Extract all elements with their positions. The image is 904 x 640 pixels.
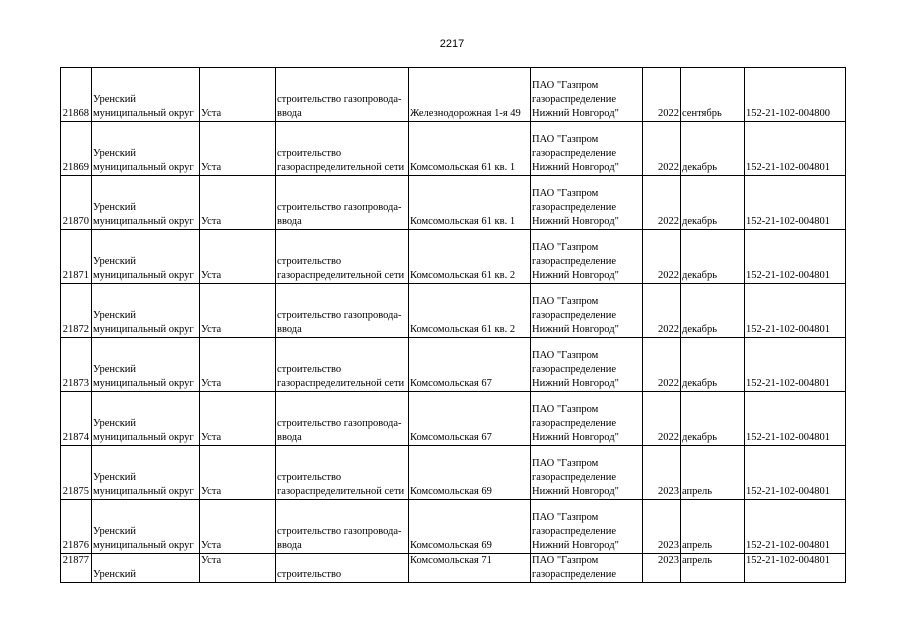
organization-line: ПАО "Газпром: [532, 555, 599, 566]
locality-cell: Уста: [200, 446, 276, 500]
table-row: [61, 338, 846, 392]
organization-cell: ПАО "Газпром газораспределение Нижний Новгород": [531, 284, 643, 338]
address-cell: Комсомольская 61 кв. 2: [409, 230, 531, 284]
year-cell: 2023: [643, 500, 681, 554]
work-type-cell: строительство газораспределительной сети: [276, 230, 409, 284]
code-cell: 152-21-102-004801: [745, 284, 846, 338]
year-cell: 2022: [643, 284, 681, 338]
locality-cell: Уста: [200, 230, 276, 284]
table-row-partial: [61, 554, 846, 583]
district-cell: Уренский муниципальный округ: [92, 446, 200, 500]
row-number: 21869: [61, 122, 92, 176]
month-cell: апрель: [681, 446, 745, 500]
row-number: 21870: [61, 176, 92, 230]
district-text: Уренский: [93, 569, 137, 580]
locality-cell: Уста: [200, 122, 276, 176]
locality-cell: Уста: [200, 500, 276, 554]
district-cell: Уренский муниципальный округ: [92, 338, 200, 392]
organization-cell: ПАО "Газпром газораспределение Нижний Новгород": [531, 446, 643, 500]
organization-cell: ПАО "Газпром газораспределение Нижний Новгород": [531, 500, 643, 554]
year-cell: 2023: [643, 554, 681, 583]
work-type-cell: строительство газопровода-ввода: [276, 392, 409, 446]
month-cell: декабрь: [681, 230, 745, 284]
code-cell: 152-21-102-004801: [745, 446, 846, 500]
locality-cell: Уста: [200, 176, 276, 230]
locality-cell: Уста: [200, 68, 276, 122]
month-cell: декабрь: [681, 284, 745, 338]
month-cell: декабрь: [681, 122, 745, 176]
organization-cell: ПАО "Газпром газораспределение Нижний Новгород": [531, 392, 643, 446]
table-row: [61, 284, 846, 338]
district-cell: Уренский муниципальный округ: [92, 230, 200, 284]
year-cell: 2022: [643, 392, 681, 446]
district-cell: Уренский муниципальный округ: [92, 176, 200, 230]
code-cell: 152-21-102-004801: [745, 176, 846, 230]
address-cell: Комсомольская 71: [409, 554, 531, 583]
organization-line: газораспределение: [532, 569, 617, 580]
row-number: 21876: [61, 500, 92, 554]
row-number: 21868: [61, 68, 92, 122]
work-type-cell: строительство газораспределительной сети: [276, 446, 409, 500]
year-cell: 2023: [643, 446, 681, 500]
month-cell: декабрь: [681, 392, 745, 446]
address-cell: Комсомольская 61 кв. 1: [409, 176, 531, 230]
table-row: [61, 176, 846, 230]
code-cell: 152-21-102-004800: [745, 68, 846, 122]
address-cell: Комсомольская 69: [409, 446, 531, 500]
month-cell: апрель: [681, 554, 745, 583]
locality-cell: Уста: [200, 392, 276, 446]
table-row: [61, 392, 846, 446]
address-cell: Комсомольская 61 кв. 2: [409, 284, 531, 338]
table-row: [61, 68, 846, 122]
work-type-cell: [276, 554, 409, 583]
district-cell: Уренский муниципальный округ: [92, 500, 200, 554]
work-type-text: строительство: [277, 569, 342, 580]
address-cell: Комсомольская 69: [409, 500, 531, 554]
organization-cell: ПАО "Газпром газораспределение Нижний Новгород": [531, 338, 643, 392]
row-number: 21874: [61, 392, 92, 446]
work-type-cell: строительство газопровода-ввода: [276, 284, 409, 338]
table-row: [61, 122, 846, 176]
code-cell: 152-21-102-004801: [745, 230, 846, 284]
table-body: [61, 68, 846, 583]
district-cell: Уренский муниципальный округ: [92, 392, 200, 446]
district-cell: Уренский муниципальный округ: [92, 122, 200, 176]
locality-cell: Уста: [200, 338, 276, 392]
table-row: [61, 500, 846, 554]
code-cell: 152-21-102-004801: [745, 500, 846, 554]
work-type-cell: строительство газораспределительной сети: [276, 122, 409, 176]
organization-cell: [531, 554, 643, 583]
locality-cell: Уста: [200, 284, 276, 338]
month-cell: апрель: [681, 500, 745, 554]
organization-cell: ПАО "Газпром газораспределение Нижний Новгород": [531, 68, 643, 122]
address-cell: Комсомольская 67: [409, 392, 531, 446]
month-cell: декабрь: [681, 176, 745, 230]
row-number: 21872: [61, 284, 92, 338]
address-cell: Комсомольская 61 кв. 1: [409, 122, 531, 176]
work-type-cell: строительство газораспределительной сети: [276, 338, 409, 392]
row-number: 21875: [61, 446, 92, 500]
code-cell: 152-21-102-004801: [745, 554, 846, 583]
year-cell: 2022: [643, 68, 681, 122]
row-number: 21873: [61, 338, 92, 392]
month-cell: сентябрь: [681, 68, 745, 122]
year-cell: 2022: [643, 230, 681, 284]
organization-cell: ПАО "Газпром газораспределение Нижний Новгород": [531, 176, 643, 230]
registry-table: [60, 67, 846, 583]
work-type-cell: строительство газопровода-ввода: [276, 68, 409, 122]
organization-cell: ПАО "Газпром газораспределение Нижний Новгород": [531, 122, 643, 176]
row-number: 21877: [61, 554, 92, 583]
year-cell: 2022: [643, 338, 681, 392]
district-cell: [92, 554, 200, 583]
code-cell: 152-21-102-004801: [745, 338, 846, 392]
month-cell: декабрь: [681, 338, 745, 392]
year-cell: 2022: [643, 122, 681, 176]
work-type-cell: строительство газопровода-ввода: [276, 500, 409, 554]
row-number: 21871: [61, 230, 92, 284]
year-cell: 2022: [643, 176, 681, 230]
table-row: [61, 446, 846, 500]
district-cell: Уренский муниципальный округ: [92, 284, 200, 338]
table-row: [61, 230, 846, 284]
organization-cell: ПАО "Газпром газораспределение Нижний Новгород": [531, 230, 643, 284]
work-type-cell: строительство газопровода-ввода: [276, 176, 409, 230]
locality-cell: Уста: [200, 554, 276, 583]
page-number: 2217: [439, 38, 465, 50]
code-cell: 152-21-102-004801: [745, 392, 846, 446]
code-cell: 152-21-102-004801: [745, 122, 846, 176]
address-cell: Железнодорожная 1-я 49: [409, 68, 531, 122]
district-cell: Уренский муниципальный округ: [92, 68, 200, 122]
address-cell: Комсомольская 67: [409, 338, 531, 392]
